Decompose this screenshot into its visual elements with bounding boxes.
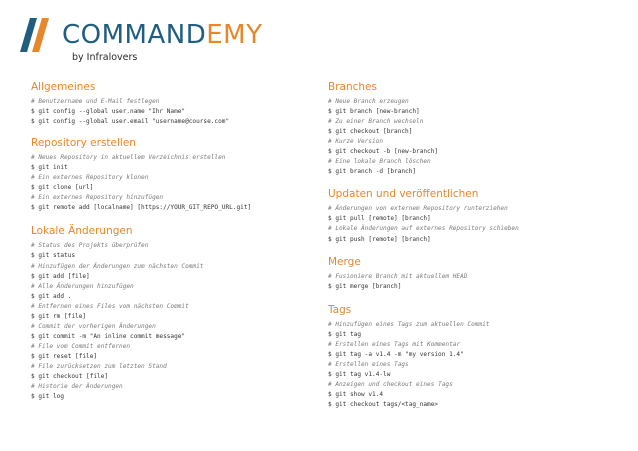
code-comment: # Erstellen eines Tags mit Kommentar — [328, 340, 461, 348]
code-comment: # Anzeigen und checkout eines Tags — [328, 380, 453, 388]
code-command: $ git tag v1.4-lw — [328, 370, 391, 378]
section-updaten-und-veroeffentlichen — [328, 187, 618, 244]
code-command: $ git push [remote] [branch] — [328, 235, 431, 243]
code-command: $ git clone [url] — [31, 184, 94, 192]
code-comment: # Lokale Änderungen auf externes Repository schieben — [328, 225, 519, 233]
section-title: Tags — [328, 303, 352, 316]
section-allgemeines — [31, 80, 311, 127]
code-comment: # Hinzufügen eines Tags zum aktuellen Commit — [328, 320, 490, 328]
section-repository-erstellen — [31, 136, 311, 213]
code-comment: # Ein externes Repository hinzufügen — [31, 194, 164, 202]
code-command: $ git config --global user.email "username@course.com" — [31, 118, 230, 126]
brand-tagline: by Infralovers — [72, 52, 138, 63]
section-tags — [328, 303, 618, 410]
code-comment: # Kurze Version — [328, 138, 384, 146]
left-column — [31, 80, 311, 402]
code-comment: # Hinzufügen der Änderungen zum nächsten Commit — [31, 262, 204, 270]
code-command: $ git branch [new-branch] — [328, 108, 420, 116]
section-merge — [328, 255, 618, 292]
code-comment: # Historie der Änderungen — [31, 383, 123, 391]
code-comment: # Status des Projekts überprüfen — [31, 242, 149, 250]
code-comment: # Erstellen eines Tags — [328, 360, 409, 368]
code-comment: # Änderungen von externem Repository runterziehen — [328, 205, 508, 213]
code-command: $ git status — [31, 252, 76, 260]
code-command: $ git tag -a v1.4 -m "my version 1.4" — [328, 350, 464, 358]
code-command: $ git branch -d [branch] — [328, 168, 417, 176]
code-command: $ git rm [file] — [31, 312, 87, 320]
code-comment: # Zu einer Branch wechseln — [328, 118, 424, 126]
code-command: $ git commit -m "An inline commit message" — [31, 332, 186, 340]
section-lokale-aenderungen — [31, 224, 311, 402]
code-comment: # File vom Commit entfernen — [31, 342, 131, 350]
code-comment: # Commit der vorherigen Änderungen — [31, 322, 156, 330]
code-comment: # Ein externes Repository klonen — [31, 174, 149, 182]
code-comment: # Alle Änderungen hinzufügen — [31, 282, 134, 290]
code-command: $ git checkout [file] — [31, 373, 109, 381]
brand-name-part2: EMY — [206, 20, 263, 50]
code-command: $ git remote add [localname] [https://YOUR_GIT_REPO_URL.git] — [31, 204, 252, 212]
code-command: $ git checkout -b [new-branch] — [328, 148, 439, 156]
section-title: Merge — [328, 255, 361, 268]
right-column — [328, 80, 618, 410]
section-branches — [328, 80, 618, 177]
code-command: $ git reset [file] — [31, 352, 98, 360]
section-title: Updaten und veröffentlichen — [328, 188, 479, 201]
code-command: $ git init — [31, 164, 68, 172]
code-command: $ git checkout [branch] — [328, 128, 413, 136]
code-command: $ git merge [branch] — [328, 282, 402, 290]
section-title: Repository erstellen — [31, 137, 136, 150]
double-slash-logo-icon — [20, 18, 56, 52]
section-title: Lokale Änderungen — [31, 225, 133, 238]
code-comment: # Eine lokale Branch löschen — [328, 158, 431, 166]
brand-wordmark — [62, 20, 263, 50]
code-command: $ git show v1.4 — [328, 390, 384, 398]
code-comment: # Neues Repository in aktuellem Verzeichnis erstellen — [31, 154, 226, 162]
code-comment: # File zurücksetzen zum letzten Stand — [31, 362, 167, 370]
code-command: $ git pull [remote] [branch] — [328, 215, 431, 223]
section-title: Branches — [328, 81, 377, 93]
code-command: $ git log — [31, 393, 65, 401]
code-comment: # Benutzername und E-Mail festlegen — [31, 98, 160, 105]
code-command: $ git add [file] — [31, 272, 90, 280]
code-comment: # Fusioniere Branch mit aktuellem HEAD — [328, 272, 468, 280]
section-title: Allgemeines — [31, 81, 96, 93]
code-command: $ git tag — [328, 330, 362, 338]
code-command: $ git add . — [31, 292, 72, 300]
code-comment: # Entfernen eines Files vom nächsten Commit — [31, 302, 189, 310]
code-comment: # Neue Branch erzeugen — [328, 98, 409, 105]
brand-name-part1: COMMAND — [62, 20, 207, 50]
code-command: $ git config --global user.name "Ihr Name" — [31, 108, 186, 116]
code-command: $ git checkout tags/<tag_name> — [328, 401, 439, 409]
